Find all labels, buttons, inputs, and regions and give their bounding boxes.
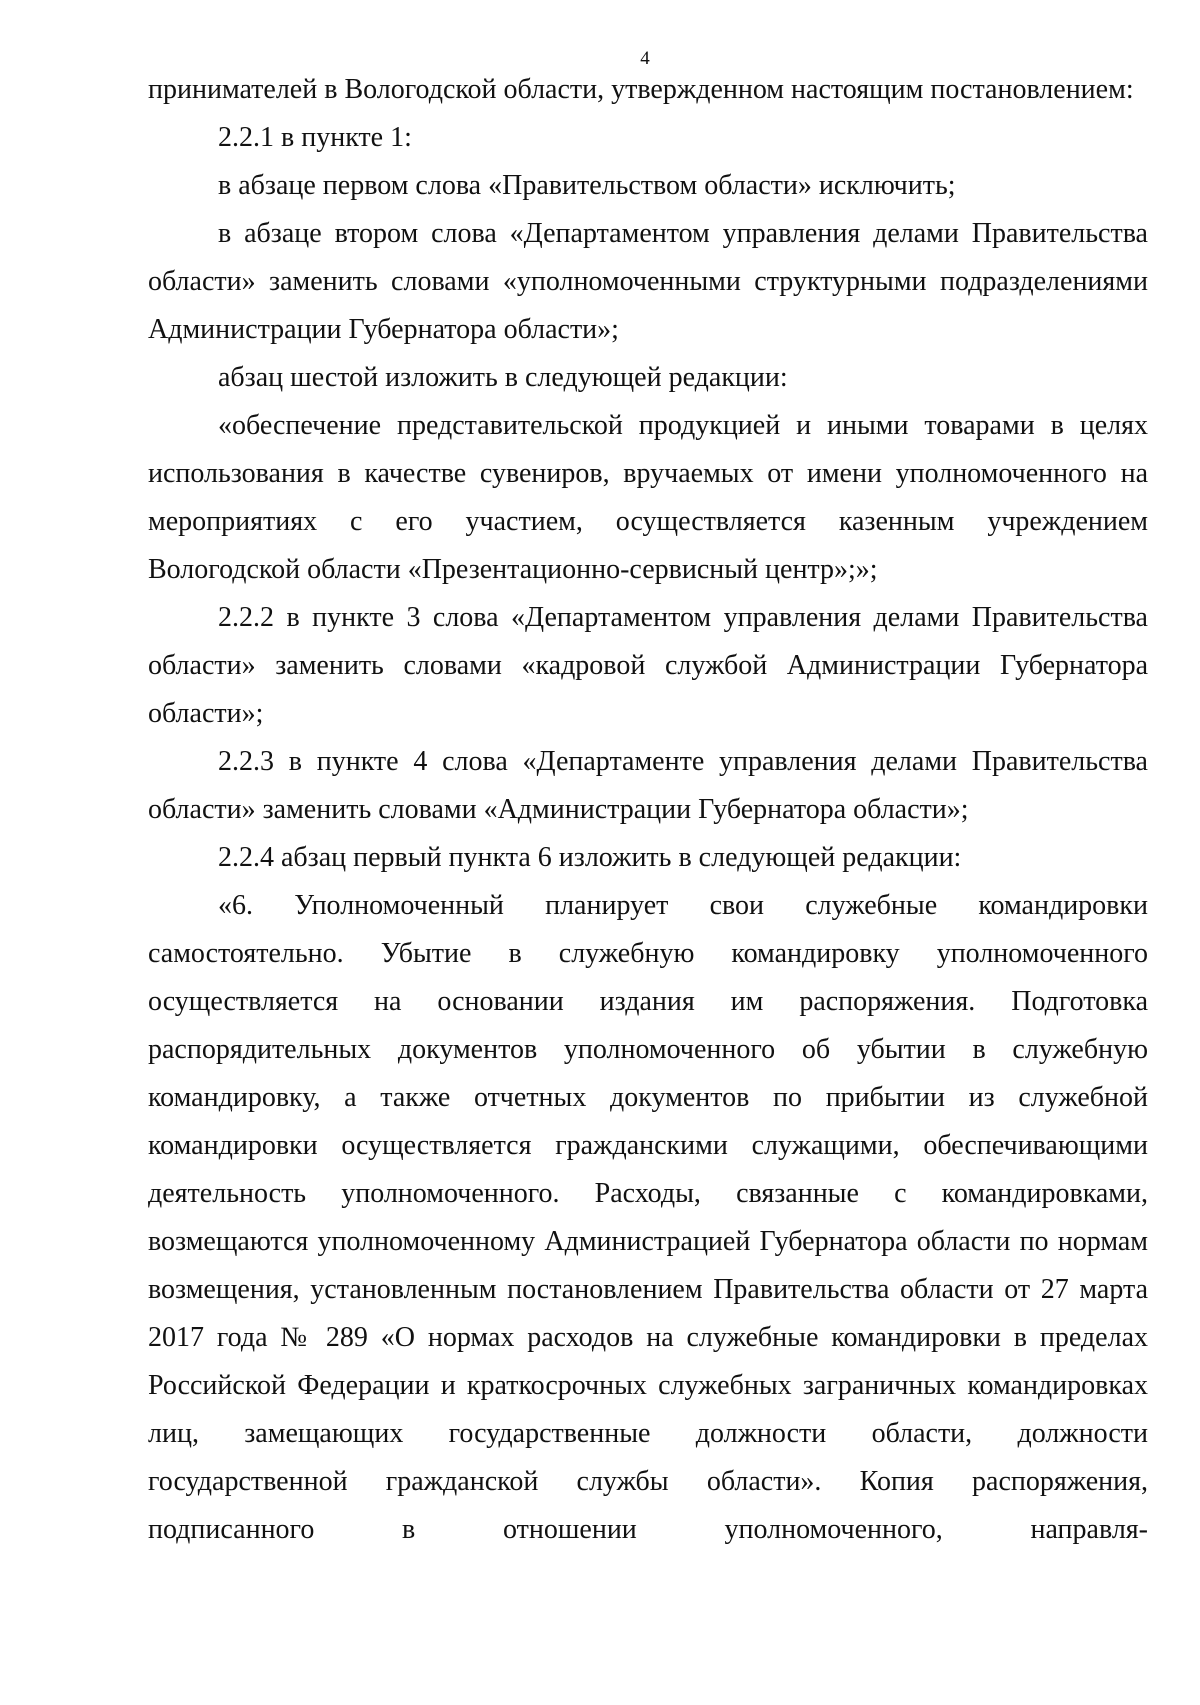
paragraph-second-abzac: в абзаце втором слова «Департаментом управления делами Правительства области» заменить словами «уполномоченными структурными подразделениями Администрации Губернатора области»; [148,218,1148,345]
page-number: 4 [640,48,650,69]
paragraph-item-6: «6. Уполномоченный планирует свои служебные командировки самостоятельно. Убытие в служебную командировку уполномоченного осуществляется на основании издания им распоряжения. Подготовка распорядительных документов уполномоченного об убытии в служебную командировку, а также отчетных документов по прибытии из служебной командировки осуществляется гражданскими служащими, обеспечивающими деятельность уполномоченного. Расходы, связанные с командировками, возмещаются уполномоченному Администрацией Губернатора области по нормам возмещения, установленным постановлением Правительства области от 27 марта 2017 года № 289 «О нормах расходов на служебные командировки в пределах Российской Федерации и краткосрочных служебных заграничных командировках лиц, замещающих государственные должности области, должности государственной гражданской службы области». Копия распоряжения, подписанного в отношении уполномоченного, направля- [148,890,1148,1545]
paragraph-2-2-4: 2.2.4 абзац первый пункта 6 изложить в следующей редакции: [218,842,962,873]
paragraph-continuation: принимателей в Вологодской области, утвержденном настоящим постановлением: [148,74,1134,105]
paragraph-2-2-3: 2.2.3 в пункте 4 слова «Департаменте управления делами Правительства области» заменить словами «Администрации Губернатора области»; [148,746,1148,825]
paragraph-2-2-2: 2.2.2 в пункте 3 слова «Департаментом управления делами Правительства области» заменить словами «кадровой службой Администрации Губернатора области»; [148,602,1148,729]
paragraph-sixth-abzac: абзац шестой изложить в следующей редакции: [218,362,788,393]
paragraph-new-edition-souvenirs: «обеспечение представительской продукцией и иными товарами в целях использования в качестве сувениров, вручаемых от имени уполномоченного на мероприятиях с его участием, осуществляется казенным учреждением Вологодской области «Презентационно-сервисный центр»;»; [148,410,1148,585]
paragraph-2-2-1: 2.2.1 в пункте 1: [218,122,412,153]
document-body [148,66,1148,1554]
paragraph-first-abzac: в абзаце первом слова «Правительством области» исключить; [218,170,956,201]
